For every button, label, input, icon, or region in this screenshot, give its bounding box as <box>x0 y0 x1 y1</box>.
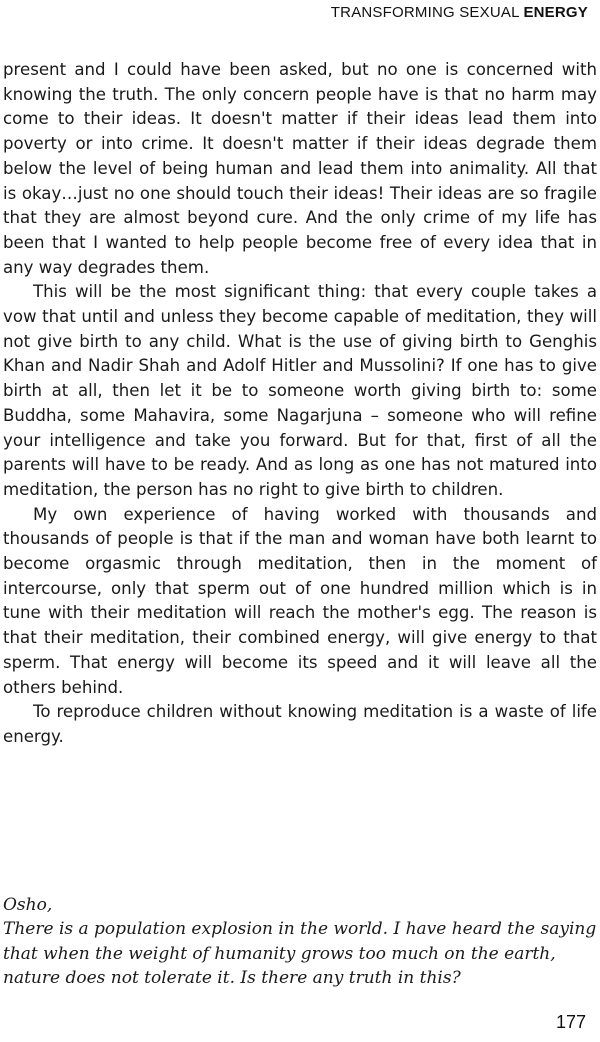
page-number: 177 <box>555 1012 586 1032</box>
running-header-regular: TRANSFORMING SEXUAL <box>330 4 524 21</box>
running-header <box>331 4 588 21</box>
paragraph-3: My own experience of having worked with thousands and thousands of people is that if the man and woman have both learnt to become orgasmic through meditation, then in the moment of intercourse, only that sperm out of one hundred million which is in tune with their meditation will reach the mother's egg. The reason is that their meditation, their combined energy, will give energy to that sperm. That energy will become its speed and it will leave all the others behind. <box>3 504 597 697</box>
paragraph-1: present and I could have been asked, but no one is concerned with knowing the truth. The only concern people have is that no harm may come to their ideas. It doesn't matter if their ideas lead them into poverty or into crime. It doesn't matter if their ideas degrade them below the level of being human and lead them into animality. All that is okay…just no one should touch their ideas! Their ideas are so fragile that they are almost beyond cure. And the only crime of my life has been that I wanted to help people become free of every idea that in any way degrades them. <box>3 60 597 277</box>
question-block <box>3 893 597 990</box>
question-addressee: Osho, <box>3 895 53 915</box>
question-text: There is a population explosion in the world. I have heard the saying that when the weight of humanity grows too much on the earth, nature does not tolerate it. Is there any truth in this? <box>3 919 597 988</box>
running-header-bold: ENERGY <box>523 4 588 21</box>
paragraph-2: This will be the most significant thing: that every couple takes a vow that until and unless they become capable of meditation, they will not give birth to any child. What is the use of giving birth to Genghis Khan and Nadir Shah and Adolf Hitler and Mussolini? If one has to give birth at all, then let it be to someone worth giving birth to: some Buddha, some Mahavira, some Nagarjuna – someone who will refine your intelligence and take you forward. But for that, first of all the parents will have to be ready. And as long as one has not matured into meditation, the person has no right to give birth to children. <box>3 282 597 499</box>
body-text <box>3 58 597 750</box>
paragraph-4: To reproduce children without knowing meditation is a waste of life energy. <box>3 702 597 746</box>
